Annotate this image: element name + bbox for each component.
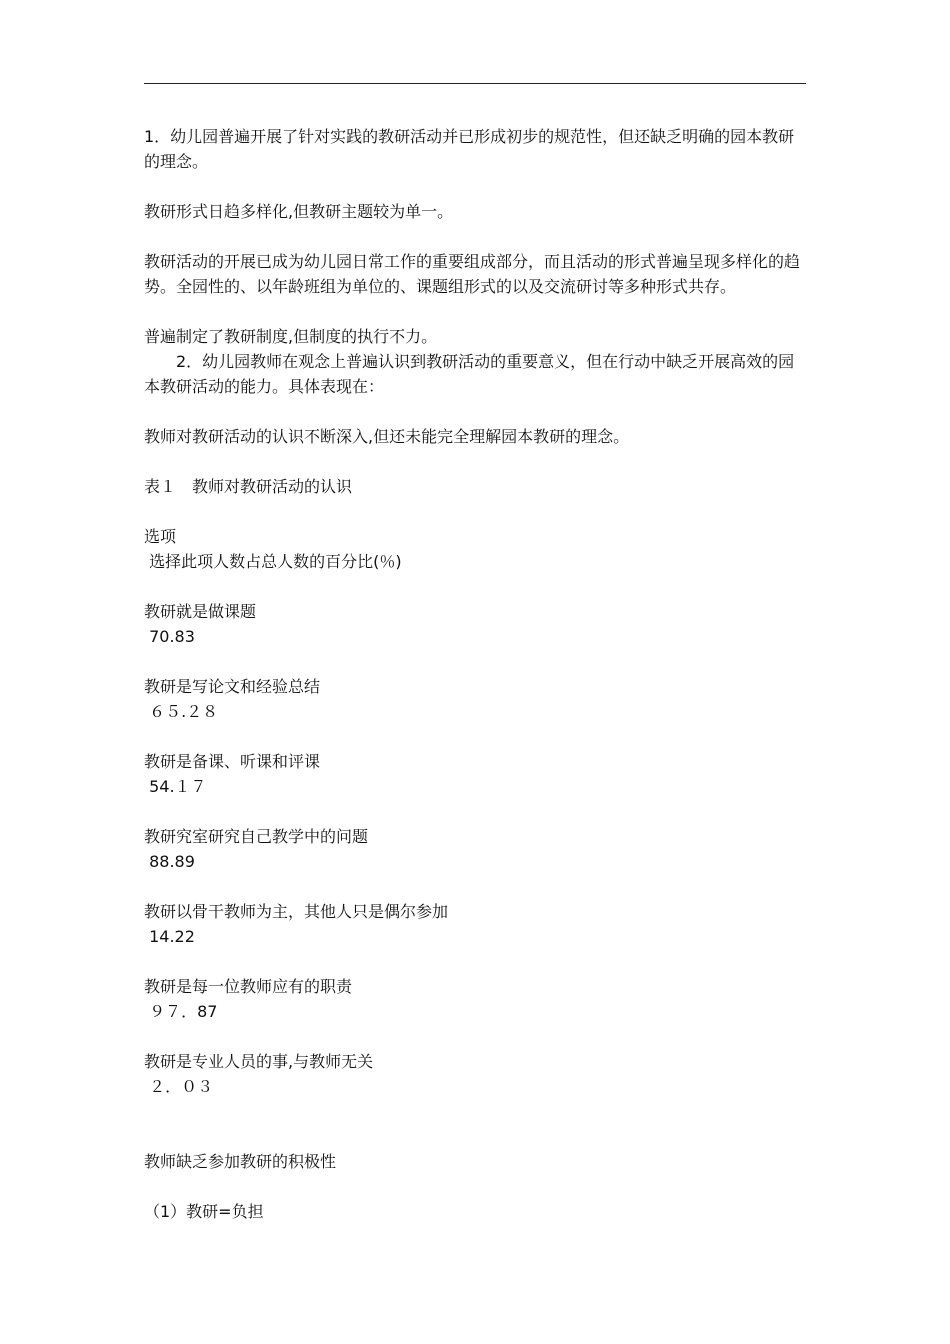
paragraph-4: 普遍制定了教研制度,但制度的执行不力。 [144,327,438,346]
row-option: 教研究室研究自己教学中的问题 [144,827,369,846]
row-option: 教研是专业人员的事,与教师无关 [144,1052,374,1071]
table-row [144,599,806,649]
table-row [144,824,806,874]
table-caption: 表１ 教师对教研活动的认识 [144,477,353,496]
row-percent: ６５.２８ [144,702,219,721]
row-percent: 54.１７ [144,777,207,796]
table-header [144,524,806,574]
table-row [144,674,806,724]
row-percent: 88.89 [144,852,195,871]
table-row [144,749,806,799]
row-option: 教研以骨干教师为主，其他人只是偶尔参加 [144,902,449,921]
row-option: 教研是备课、听课和评课 [144,752,321,771]
paragraph-3: 教研活动的开展已成为幼儿园日常工作的重要组成部分，而且活动的形式普遍呈现多样化的趋势。全园性的、以年龄班组为单位的、课题组形式的以及交流研讨等多种形式共存。 [144,252,801,296]
row-option: 教研是每一位教师应有的职责 [144,977,353,996]
paragraph-2: 教研形式日趋多样化,但教研主题较为单一。 [144,202,454,221]
paragraph-1: 1．幼儿园普遍开展了针对实践的教研活动并已形成初步的规范性，但还缺乏明确的园本教研的理念。 [144,127,795,171]
table-row [144,974,806,1024]
row-option: 教研就是做课题 [144,602,257,621]
row-percent: 14.22 [144,927,195,946]
paragraph-5: 2．幼儿园教师在观念上普遍认识到教研活动的重要意义，但在行动中缺乏开展高效的园本教研活动的能力。具体表现在： [144,352,795,396]
row-option: 教研是写论文和经验总结 [144,677,321,696]
paragraph-8: （1）教研=负担 [144,1202,264,1221]
row-percent: 70.83 [144,627,195,646]
table-row [144,899,806,949]
table-row [144,1049,806,1099]
document-body [144,124,806,1224]
table-header-percent: 选择此项人数占总人数的百分比(％) [144,552,402,571]
row-percent: ９７．87 [144,1002,218,1021]
paragraph-7: 教师缺乏参加教研的积极性 [144,1152,337,1171]
header-rule [144,83,806,84]
paragraph-6: 教师对教研活动的认识不断深入,但还未能完全理解园本教研的理念。 [144,427,630,446]
row-percent: ２．０３ [144,1077,214,1096]
table-header-option: 选项 [144,527,177,546]
